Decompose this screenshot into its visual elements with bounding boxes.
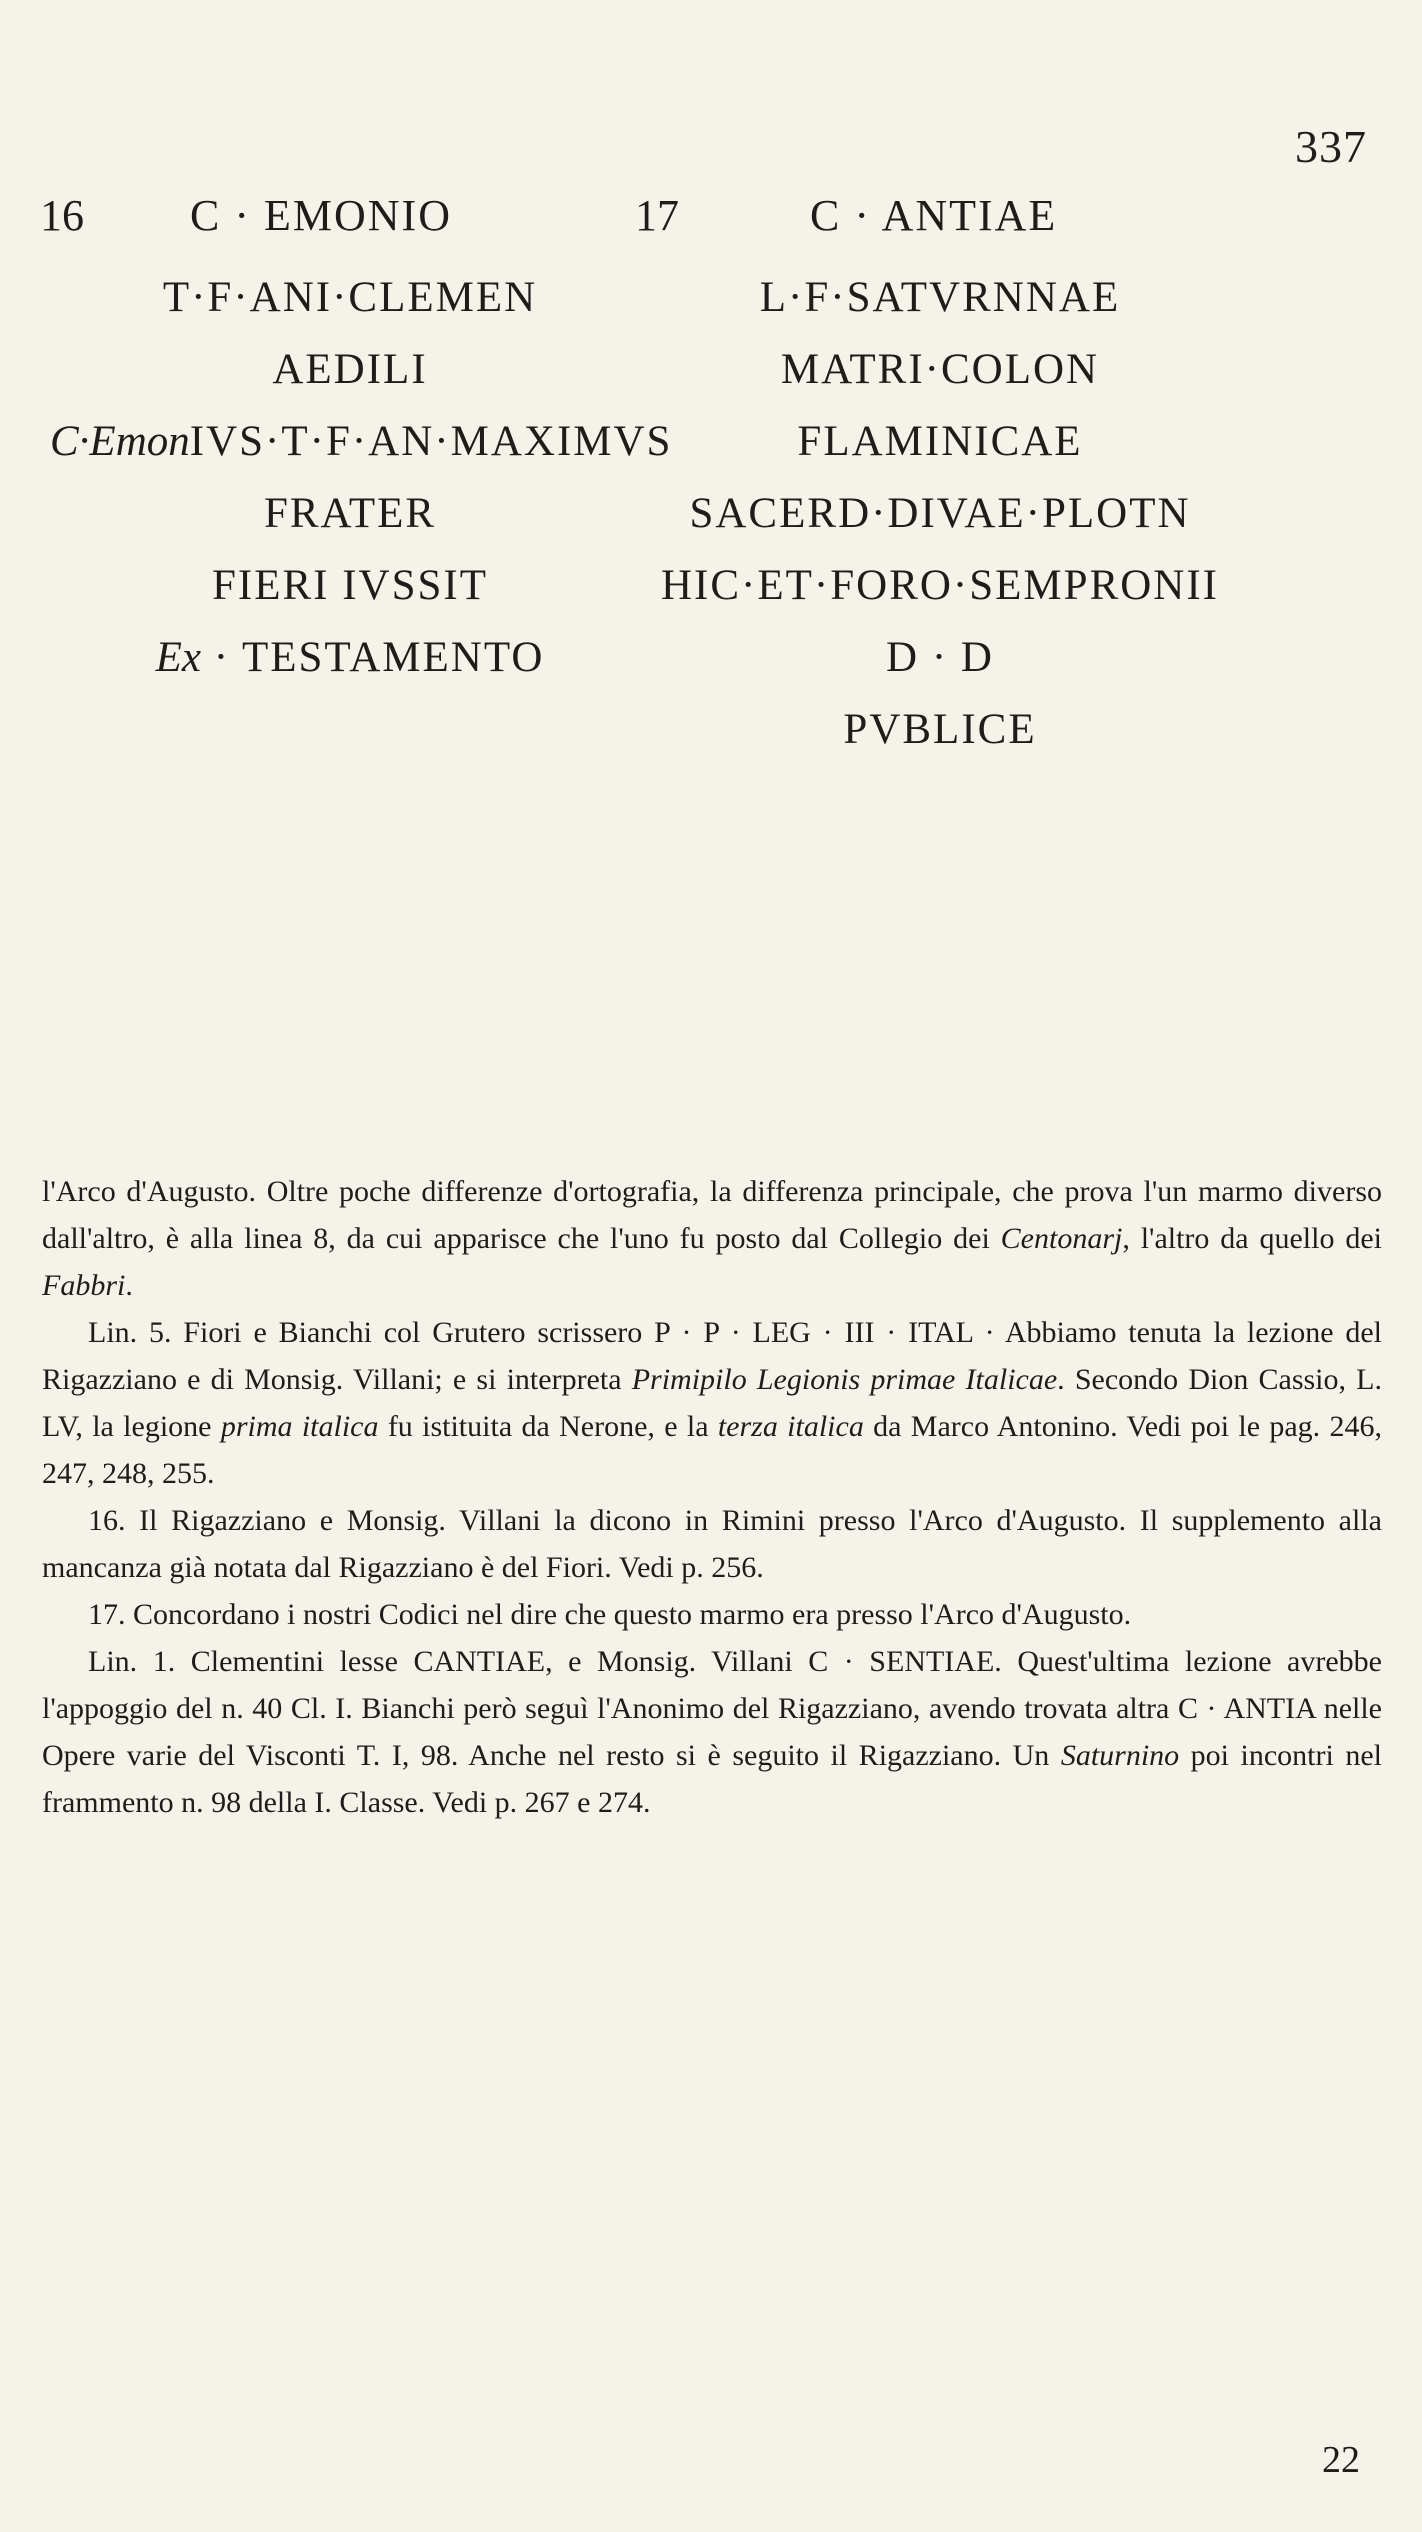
inscription-text-run: L·F·SATVRNNAE xyxy=(759,274,1121,321)
inscription-text-run: Ex xyxy=(155,634,201,681)
commentary-text-run: 16. Il Rigazziano e Monsig. Villani la dicono in Rimini presso l'Arco d'Augusto. Il supplemento alla mancanza già notata dal Rigazziano è del Fiori. Vedi p. 256. xyxy=(42,1504,1382,1584)
inscription-line xyxy=(50,334,650,406)
commentary-text-run: Centonarj xyxy=(1000,1222,1123,1255)
inscription-line xyxy=(50,550,650,622)
commentary-text-run: Primipilo Legionis primae Italicae xyxy=(631,1363,1058,1396)
inscription-text-run: MATRI·COLON xyxy=(780,346,1100,393)
inscription-line xyxy=(640,622,1240,694)
page-number: 337 xyxy=(1295,121,1367,172)
inscription-text-run: T·F·ANI·CLEMEN xyxy=(162,274,538,321)
inscription-line xyxy=(640,478,1240,550)
commentary-text-run: . xyxy=(125,1269,133,1302)
commentary-text-run: da Marco Antonino. Vedi poi le pag. 246, 247, 248, 255. xyxy=(42,1410,1382,1490)
inscription-text-run: SACERD·DIVAE·PLOTN xyxy=(689,490,1191,537)
inscription-text-run: AEDILI xyxy=(272,346,428,393)
commentary-text-run: terza italica xyxy=(717,1410,864,1443)
commentary-paragraph xyxy=(42,1591,1382,1638)
commentary-text-run: . Secondo Dion Cassio, L. LV, la legione xyxy=(42,1363,1382,1443)
commentary-text-run: prima italica xyxy=(220,1410,379,1443)
inscription-text-run: PVBLICE xyxy=(843,706,1037,753)
commentary-text-run: Lin. 5. Fiori e Bianchi col Grutero scrissero P · P · LEG · III · ITAL · Abbiamo tenuta la lezione del Rigazziano e di Monsig. Villani; e si interpreta xyxy=(42,1316,1382,1396)
commentary-text-run: l'Arco d'Augusto. Oltre poche differenze d'ortografia, la differenza principale, che prova l'un marmo diverso dall'altro, è alla linea 8, da cui apparisce che l'uno fu posto dal Collegio dei xyxy=(42,1175,1382,1255)
inscription-number: 17 xyxy=(635,191,679,240)
inscription-line xyxy=(640,406,1240,478)
commentary-text-run: poi incontri nel frammento n. 98 della I. Classe. Vedi p. 267 e 274. xyxy=(42,1739,1383,1819)
commentary-text xyxy=(42,1168,1382,1826)
inscription-line xyxy=(50,478,650,550)
inscription-text-run: C·Emon xyxy=(50,418,190,465)
commentary-text-run: 17. Concordano i nostri Codici nel dire che questo marmo era presso l'Arco d'Augusto. xyxy=(88,1598,1132,1631)
inscription-line xyxy=(50,622,650,694)
commentary-paragraph xyxy=(42,1168,1382,1309)
inscription-line xyxy=(640,550,1240,622)
inscription-line xyxy=(50,406,673,478)
inscription-number: 16 xyxy=(40,191,84,240)
inscription-title: C · EMONIO xyxy=(190,191,452,240)
commentary-text-run: fu istituita da Nerone, e la xyxy=(378,1410,718,1443)
inscription-text-run: HIC·ET·FORO·SEMPRONII xyxy=(661,562,1219,609)
inscription-lines xyxy=(640,262,1240,766)
signature-mark: 22 xyxy=(1322,2439,1360,2481)
commentary-paragraph xyxy=(42,1638,1382,1826)
inscription-lines xyxy=(50,262,673,694)
inscription-text-run: FRATER xyxy=(263,490,437,537)
commentary-text-run: Fabbri xyxy=(42,1269,126,1302)
commentary-text-run: Saturnino xyxy=(1060,1739,1180,1772)
inscription-title: C · ANTIAE xyxy=(810,191,1058,240)
inscription-line xyxy=(50,262,650,334)
inscription-text-run: D · D xyxy=(886,634,994,681)
inscription-line xyxy=(640,334,1240,406)
inscription-text-run: FLAMINICAE xyxy=(797,418,1083,465)
commentary-paragraph xyxy=(42,1309,1382,1497)
inscription-line xyxy=(640,694,1240,766)
inscription-text-run: FIERI IVSSIT xyxy=(211,562,489,609)
commentary-text-run: , l'altro da quello dei xyxy=(1122,1222,1382,1255)
inscription-line xyxy=(640,262,1240,334)
commentary-text-run: Lin. 1. Clementini lesse CANTIAE, e Monsig. Villani C · SENTIAE. Quest'ultima lezione avrebbe l'appoggio del n. 40 Cl. I. Bianchi però seguì l'Anonimo del Rigazziano, avendo trovata altra C · ANTIA nelle Opere varie del Visconti T. I, 98. Anche nel resto si è seguito il Rigazziano. Un xyxy=(42,1645,1382,1772)
commentary-paragraph xyxy=(42,1497,1382,1591)
inscription-text-run: · TESTAMENTO xyxy=(200,634,545,681)
inscription-text-run: IVS·T·F·AN·MAXIMVS xyxy=(189,418,673,465)
